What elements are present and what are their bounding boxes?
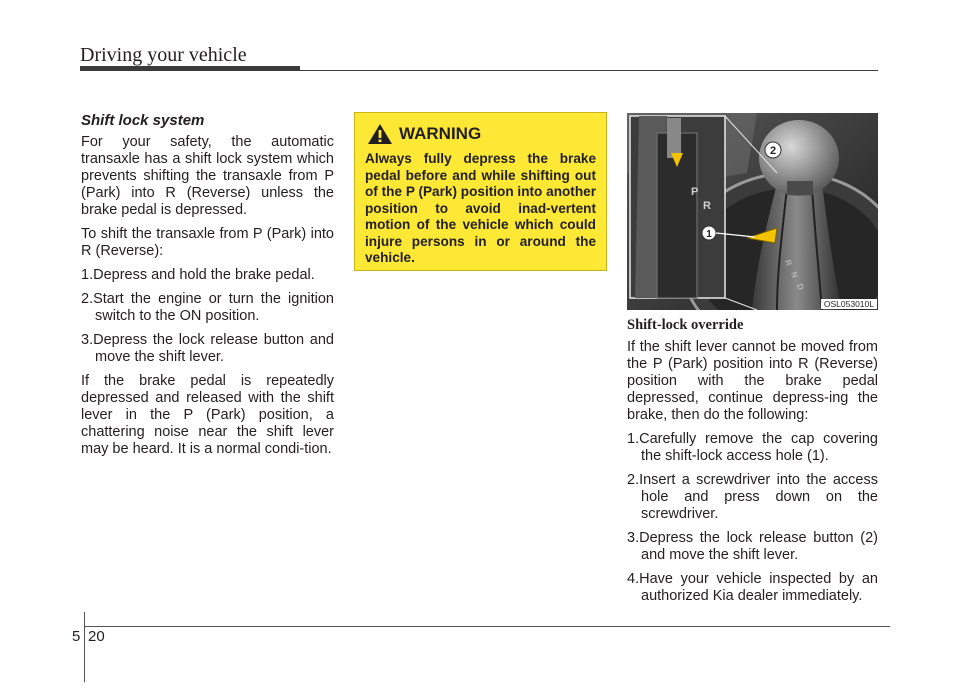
step-item: 2.Start the engine or turn the ignition switch to the ON position. <box>81 291 334 324</box>
gear-label-r-inset: R <box>703 200 711 212</box>
step-item: 3.Depress the lock release button and move the shift lever. <box>81 332 334 365</box>
header-title: Driving your vehicle <box>80 44 247 66</box>
chapter-number: 5 <box>72 628 81 645</box>
gear-label-d: D <box>795 282 806 292</box>
warning-text: Always fully depress the brake pedal before and while shifting out of the P (Park) position into another position to avoid inad-vertent motion of the vehicle which could injure persons in or around the vehicle. <box>365 151 596 265</box>
intro-paragraph: For your safety, the automatic transaxle has a shift lock system which prevents shifting the transaxle from P (Park) into R (Reverse) unless the brake pedal is depressed. <box>81 134 334 218</box>
procedure-intro: To shift the transaxle from P (Park) into R (Reverse): <box>81 226 334 259</box>
step-item: 4.Have your vehicle inspected by an authorized Kia dealer immediately. <box>627 571 878 604</box>
override-intro: If the shift lever cannot be moved from the P (Park) position into R (Reverse) position with the brake pedal depressed, continue depress-ing the brake, then do the following: <box>627 339 878 423</box>
right-column <box>627 317 878 612</box>
subheading: Shift-lock override <box>627 317 744 333</box>
gear-label-r: R <box>783 258 794 268</box>
callout-2-label: 2 <box>769 145 777 157</box>
header-rule-thin <box>300 70 878 71</box>
step-item: 1.Carefully remove the cap covering the shift-lock access hole (1). <box>627 431 878 464</box>
warning-header <box>365 123 596 145</box>
warning-triangle-icon <box>367 123 393 145</box>
gear-label-n: N <box>789 270 800 280</box>
footer-vertical-rule <box>84 612 85 682</box>
left-column <box>81 112 334 465</box>
page-number: 20 <box>88 628 105 645</box>
callout-1-label: 1 <box>706 229 712 240</box>
shift-lever-photo <box>627 113 878 310</box>
section-heading: Shift lock system <box>81 112 205 129</box>
step-item: 3.Depress the lock release button (2) and move the shift lever. <box>627 530 878 563</box>
footer-horizontal-rule <box>84 626 890 627</box>
gear-label-p: P <box>691 186 699 198</box>
step-item: 2.Insert a screwdriver into the access hole and press down on the screwdriver. <box>627 472 878 522</box>
step-item: 1.Depress and hold the brake pedal. <box>81 267 315 283</box>
shift-lever-illustration <box>627 113 878 310</box>
header-rule <box>80 66 300 71</box>
warning-box <box>354 112 607 271</box>
figure-code: OSL053010L <box>821 299 877 309</box>
warning-title: WARNING <box>399 124 482 143</box>
note-paragraph: If the brake pedal is repeatedly depressed and released with the shift lever in the P (Park) position, a chattering noise near the shift lever may be heard. It is a normal condi-tion. <box>81 373 334 457</box>
